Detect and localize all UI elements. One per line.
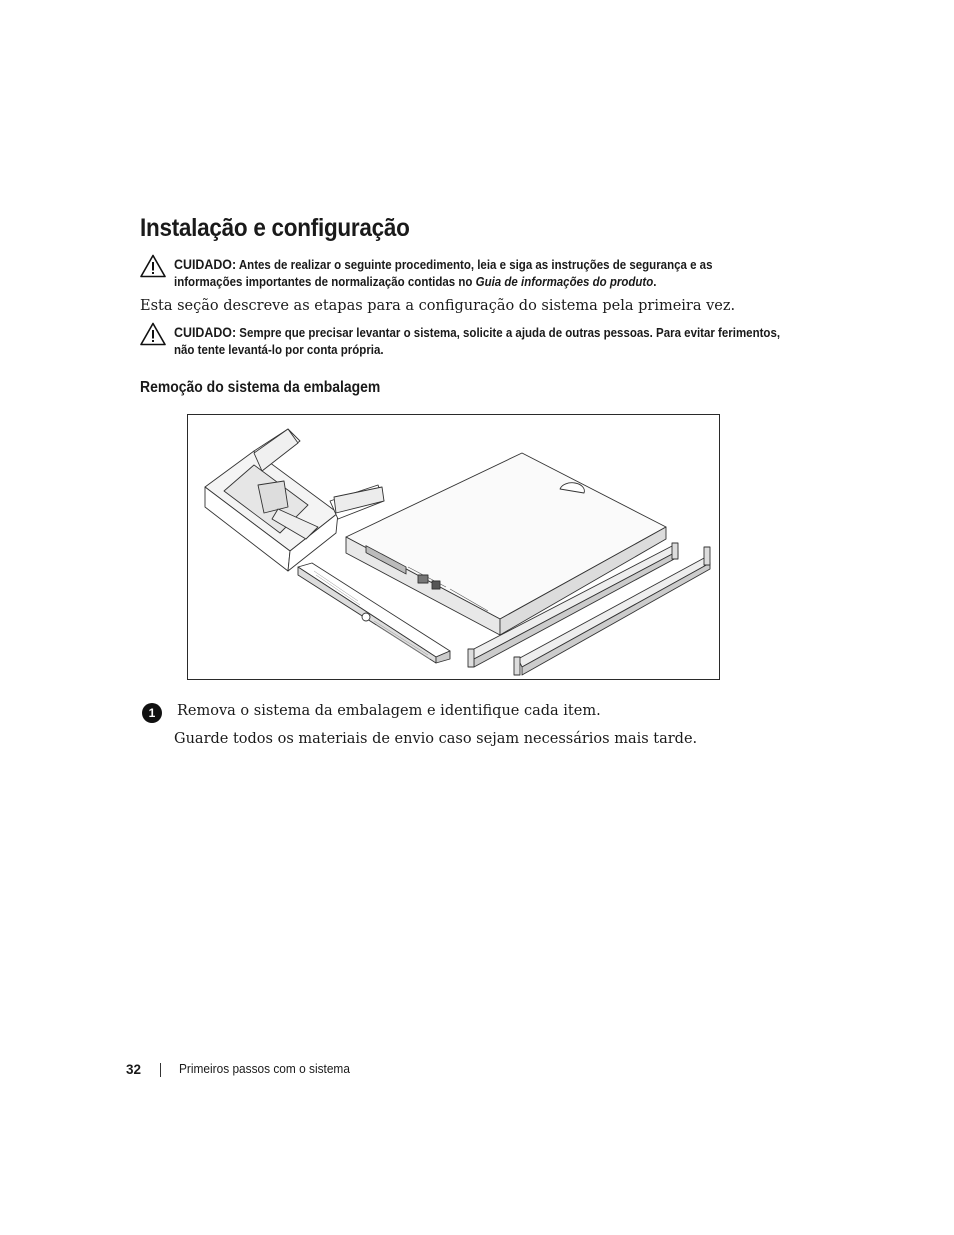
section-heading: Remoção do sistema da embalagem bbox=[140, 379, 381, 396]
caution-guide-reference: Guia de informações do produto bbox=[475, 275, 654, 289]
caution-label: CUIDADO: bbox=[174, 257, 237, 272]
caution-text: Antes de realizar o seguinte procedimento, leia e siga as instruções de segurança e as informações importantes de normalização contidas no bbox=[174, 258, 713, 289]
caution-text: Sempre que precisar levantar o sistema, solicite a ajuda de outras pessoas. Para evitar ferimentos, não tente levantá-lo por conta própria. bbox=[174, 326, 781, 357]
server-packaging-drawing bbox=[188, 415, 721, 681]
chapter-title: Primeiros passos com o sistema bbox=[179, 1062, 350, 1076]
unpacking-illustration bbox=[187, 414, 720, 680]
step-text: Remova o sistema da embalagem e identifique cada item. bbox=[177, 703, 601, 719]
footer-divider bbox=[160, 1063, 161, 1077]
page-title: Instalação e configuração bbox=[140, 214, 410, 242]
caution-label: CUIDADO: bbox=[174, 325, 237, 340]
step-number-badge: 1 bbox=[142, 703, 162, 723]
warning-triangle-icon bbox=[140, 254, 166, 278]
warning-triangle-icon bbox=[140, 322, 166, 346]
intro-paragraph: Esta seção descreve as etapas para a configuração do sistema pela primeira vez. bbox=[140, 298, 736, 314]
page-number: 32 bbox=[126, 1062, 142, 1077]
step-note: Guarde todos os materiais de envio caso sejam necessários mais tarde. bbox=[174, 731, 698, 747]
